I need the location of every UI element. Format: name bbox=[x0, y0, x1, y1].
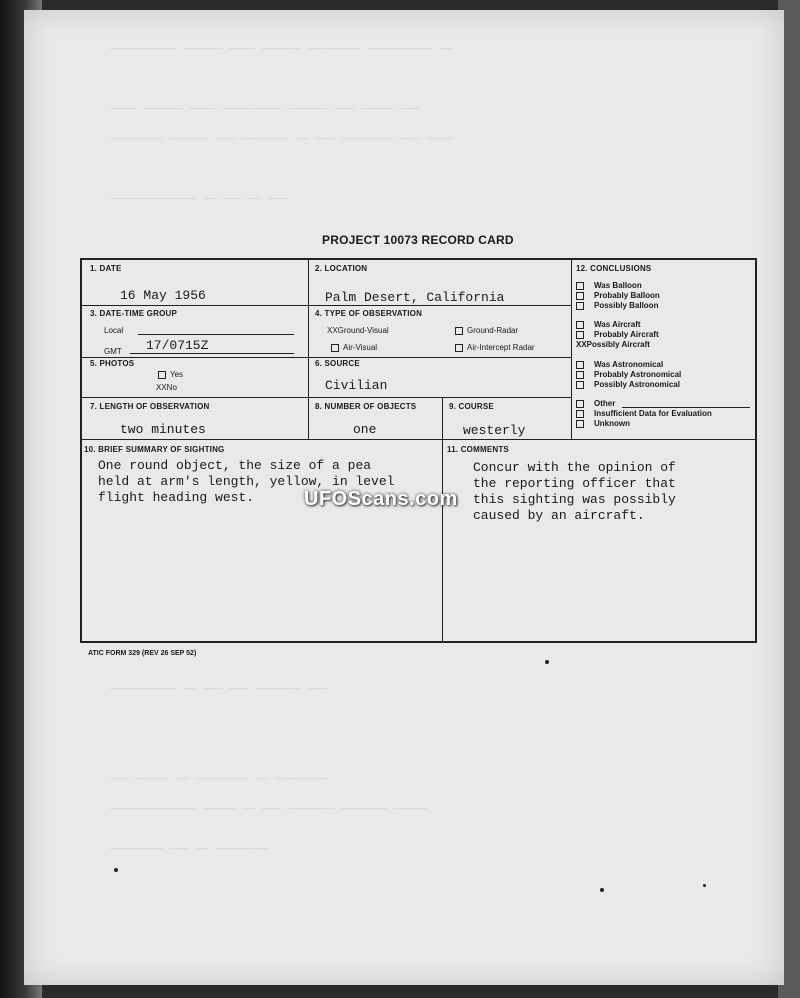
photos-cell bbox=[82, 358, 309, 398]
conclusion-possibly-astronomical: Possibly Astronomical bbox=[576, 380, 680, 389]
number-of-objects-value: one bbox=[353, 422, 377, 437]
gmt-line bbox=[130, 353, 294, 354]
location-cell bbox=[309, 260, 572, 306]
checkbox-icon bbox=[576, 321, 584, 329]
conclusion-possibly-balloon: Possibly Balloon bbox=[576, 301, 658, 310]
checkbox-icon bbox=[158, 371, 166, 379]
photos-label: 5. PHOTOS bbox=[90, 359, 135, 368]
comment-line: caused by an aircraft. bbox=[473, 508, 645, 523]
ground-radar-option: Ground-Radar bbox=[455, 326, 518, 335]
checkbox-icon bbox=[331, 344, 339, 352]
checkbox-icon bbox=[576, 410, 584, 418]
location-label: 2. LOCATION bbox=[315, 264, 368, 273]
conclusion-possibly-aircraft: XXPossibly Aircraft bbox=[576, 340, 650, 349]
conclusions-label: 12. CONCLUSIONS bbox=[576, 264, 652, 273]
length-of-observation-cell bbox=[82, 398, 309, 440]
summary-line: flight heading west. bbox=[98, 490, 255, 505]
type-of-observation-cell bbox=[309, 306, 572, 358]
course-cell bbox=[443, 398, 572, 440]
comment-line: the reporting officer that bbox=[473, 476, 676, 491]
summary-line: One round object, the size of a pea bbox=[98, 458, 372, 473]
checkbox-icon bbox=[576, 361, 584, 369]
local-label: Local bbox=[104, 326, 124, 335]
conclusion-was-aircraft: Was Aircraft bbox=[576, 320, 641, 329]
conclusion-was-astronomical: Was Astronomical bbox=[576, 360, 663, 369]
checkbox-icon bbox=[576, 282, 584, 290]
conclusion-was-balloon: Was Balloon bbox=[576, 281, 642, 290]
checkbox-icon bbox=[576, 420, 584, 428]
watermark: UFOScans.com bbox=[304, 488, 458, 510]
air-visual-option: Air-Visual bbox=[331, 343, 377, 352]
course-label: 9. COURSE bbox=[449, 402, 494, 411]
conclusion-probably-aircraft: Probably Aircraft bbox=[576, 330, 659, 339]
brief-summary-label: 10. BRIEF SUMMARY OF SIGHTING bbox=[84, 445, 225, 454]
date-time-group-cell bbox=[82, 306, 309, 358]
length-of-observation-label: 7. LENGTH OF OBSERVATION bbox=[90, 402, 210, 411]
air-intercept-radar-option: Air-Intercept Radar bbox=[455, 343, 535, 352]
conclusion-unknown: Unknown bbox=[576, 419, 630, 428]
type-of-observation-label: 4. TYPE OF OBSERVATION bbox=[315, 309, 423, 318]
number-of-objects-cell bbox=[309, 398, 443, 440]
source-label: 6. SOURCE bbox=[315, 359, 360, 368]
brief-summary-cell bbox=[82, 440, 443, 641]
record-card bbox=[80, 258, 757, 643]
checkbox-icon bbox=[455, 344, 463, 352]
checkbox-icon bbox=[576, 400, 584, 408]
ground-visual-option: XXGround-Visual bbox=[327, 326, 389, 335]
checkbox-icon bbox=[576, 371, 584, 379]
comments-cell bbox=[443, 440, 755, 641]
comment-line: Concur with the opinion of bbox=[473, 460, 676, 475]
checkbox-icon bbox=[576, 302, 584, 310]
conclusion-insufficient-data: Insufficient Data for Evaluation bbox=[576, 409, 712, 418]
location-value: Palm Desert, California bbox=[325, 290, 505, 305]
comments-label: 11. COMMENTS bbox=[447, 445, 509, 454]
checkbox-icon bbox=[576, 381, 584, 389]
comment-line: this sighting was possibly bbox=[473, 492, 676, 507]
conclusion-probably-astronomical: Probably Astronomical bbox=[576, 370, 681, 379]
course-value: westerly bbox=[463, 423, 526, 438]
other-line bbox=[622, 407, 750, 408]
checkbox-icon bbox=[576, 292, 584, 300]
number-of-objects-label: 8. NUMBER OF OBJECTS bbox=[315, 402, 417, 411]
photos-yes-option: Yes bbox=[158, 370, 183, 379]
gmt-value: 17/0715Z bbox=[146, 338, 209, 353]
date-label: 1. DATE bbox=[90, 264, 122, 273]
summary-line: held at arm's length, yellow, in level bbox=[98, 474, 395, 489]
length-of-observation-value: two minutes bbox=[120, 422, 206, 437]
source-cell bbox=[309, 358, 572, 398]
form-number: ATIC FORM 329 (REV 26 SEP 52) bbox=[88, 650, 197, 657]
date-value: 16 May 1956 bbox=[120, 288, 206, 303]
conclusion-probably-balloon: Probably Balloon bbox=[576, 291, 660, 300]
source-value: Civilian bbox=[325, 378, 388, 393]
date-cell bbox=[82, 260, 309, 306]
checkbox-icon bbox=[455, 327, 463, 335]
conclusion-other: Other bbox=[576, 399, 615, 408]
photos-no-option: XXNo bbox=[156, 383, 177, 392]
checkbox-icon bbox=[576, 331, 584, 339]
page-title: PROJECT 10073 RECORD CARD bbox=[322, 233, 514, 247]
gmt-label: GMT bbox=[104, 347, 122, 356]
local-line bbox=[138, 334, 294, 335]
date-time-group-label: 3. DATE-TIME GROUP bbox=[90, 309, 178, 318]
